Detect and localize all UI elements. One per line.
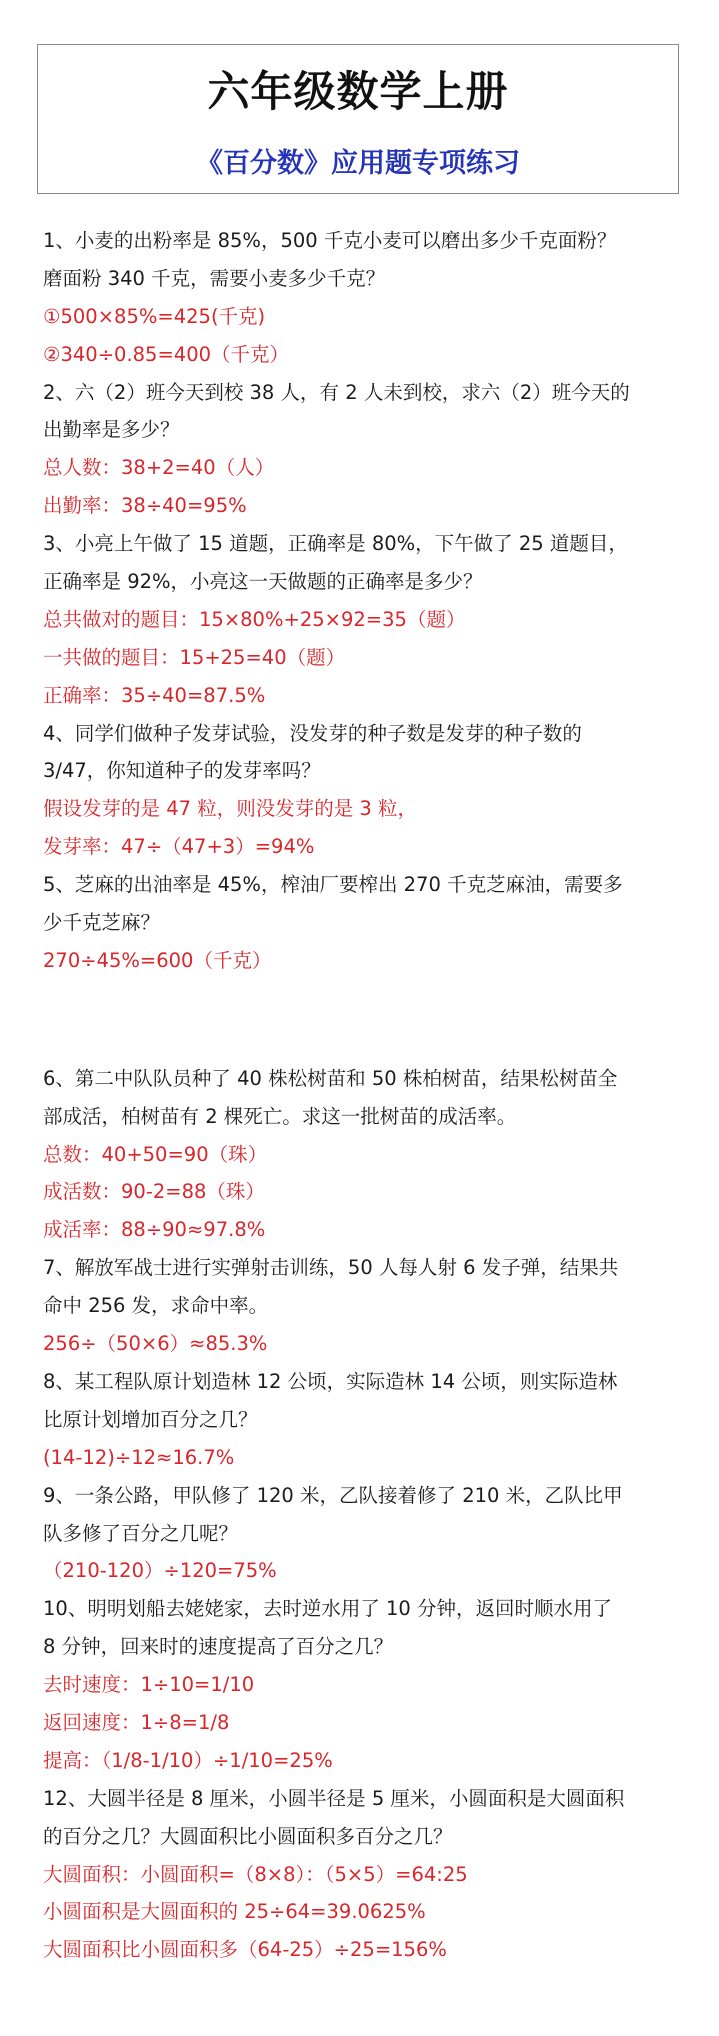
question-line: 部成活，柏树苗有 2 棵死亡。求这一批树苗的成活率。: [43, 1104, 517, 1128]
question-line: 4、同学们做种子发芽试验，没发芽的种子数是发芽的种子数的: [43, 721, 582, 745]
title-box: [37, 44, 679, 194]
page-subtitle: 《百分数》应用题专项练习: [196, 148, 520, 179]
question-line: 命中 256 发，求命中率。: [43, 1294, 269, 1318]
answer-line: 返回速度：1÷8=1/8: [43, 1710, 230, 1734]
answer-line: 成活数：90-2=88（珠）: [43, 1180, 265, 1204]
question-line: 少千克芝麻？: [43, 911, 161, 935]
question-line: 出勤率是多少？: [43, 418, 180, 442]
question-line: 队多修了百分之几呢？: [43, 1521, 239, 1545]
worksheet-content: [43, 222, 693, 1969]
question-line: 9、一条公路，甲队修了 120 米，乙队接着修了 210 米，乙队比甲: [43, 1483, 623, 1507]
question-line: 8 分钟，回来时的速度提高了百分之几？: [43, 1635, 394, 1659]
answer-line: 大圆面积：小圆面积=（8×8）：（5×5）=64:25: [43, 1862, 468, 1886]
problems-1-to-5: [43, 222, 693, 980]
answer-line: (14-12)÷12≈16.7%: [43, 1445, 235, 1469]
answer-line: 256÷（50×6）≈85.3%: [43, 1332, 268, 1356]
question-line: 3/47，你知道种子的发芽率吗？: [43, 759, 321, 783]
answer-line: 一共做的题目：15+25=40（题）: [43, 645, 346, 669]
section-gap: [43, 980, 693, 1060]
answer-line: 总数：40+50=90（珠）: [43, 1142, 268, 1166]
page-title: 六年级数学上册: [207, 67, 509, 116]
answer-line: 总共做对的题目：15×80%+25×92=35（题）: [43, 607, 466, 631]
question-line: 的百分之几？大圆面积比小圆面积多百分之几？: [43, 1824, 453, 1848]
answer-line: 出勤率：38÷40=95%: [43, 494, 247, 518]
question-line: 比原计划增加百分之几？: [43, 1407, 258, 1431]
question-line: 6、第二中队队员种了 40 株松树苗和 50 株柏树苗，结果松树苗全: [43, 1066, 618, 1090]
answer-line: 正确率：35÷40=87.5%: [43, 683, 266, 707]
question-line: 10、明明划船去姥姥家，去时逆水用了 10 分钟，返回时顺水用了: [43, 1597, 613, 1621]
answer-line: 成活率：88÷90≈97.8%: [43, 1218, 266, 1242]
answer-line: ①500×85%=425(千克): [43, 304, 266, 328]
question-line: 3、小亮上午做了 15 道题，正确率是 80%，下午做了 25 道题目，: [43, 532, 628, 556]
answer-line: 总人数：38+2=40（人）: [43, 456, 275, 480]
answer-line: 发芽率：47÷（47+3）=94%: [43, 835, 315, 859]
question-line: 7、解放军战士进行实弹射击训练，50 人每人射 6 发子弹，结果共: [43, 1256, 619, 1280]
answer-line: （210-120）÷120=75%: [43, 1559, 277, 1583]
question-line: 2、六（2）班今天到校 38 人，有 2 人未到校，求六（2）班今天的: [43, 380, 630, 404]
answer-line: ②340÷0.85=400（千克）: [43, 342, 290, 366]
question-line: 正确率是 92%，小亮这一天做题的正确率是多少？: [43, 570, 483, 594]
answer-line: 提高：（1/8-1/10）÷1/10=25%: [43, 1748, 333, 1772]
answer-line: 大圆面积比小圆面积多（64-25）÷25=156%: [43, 1938, 447, 1962]
question-line: 12、大圆半径是 8 厘米，小圆半径是 5 厘米，小圆面积是大圆面积: [43, 1786, 625, 1810]
question-line: 1、小麦的出粉率是 85%，500 千克小麦可以磨出多少千克面粉？: [43, 229, 617, 252]
question-line: 8、某工程队原计划造林 12 公顷，实际造林 14 公顷，则实际造林: [43, 1369, 618, 1393]
problems-6-to-12: [43, 1060, 693, 1969]
answer-line: 小圆面积是大圆面积的 25÷64=39.0625%: [43, 1900, 426, 1924]
question-line: 磨面粉 340 千克，需要小麦多少千克？: [43, 266, 386, 290]
question-line: 5、芝麻的出油率是 45%，榨油厂要榨出 270 千克芝麻油，需要多: [43, 873, 623, 897]
answer-line: 270÷45%=600（千克）: [43, 948, 272, 972]
answer-line: 去时速度：1÷10=1/10: [43, 1673, 255, 1697]
answer-line: 假设发芽的是 47 粒，则没发芽的是 3 粒，: [43, 797, 418, 821]
